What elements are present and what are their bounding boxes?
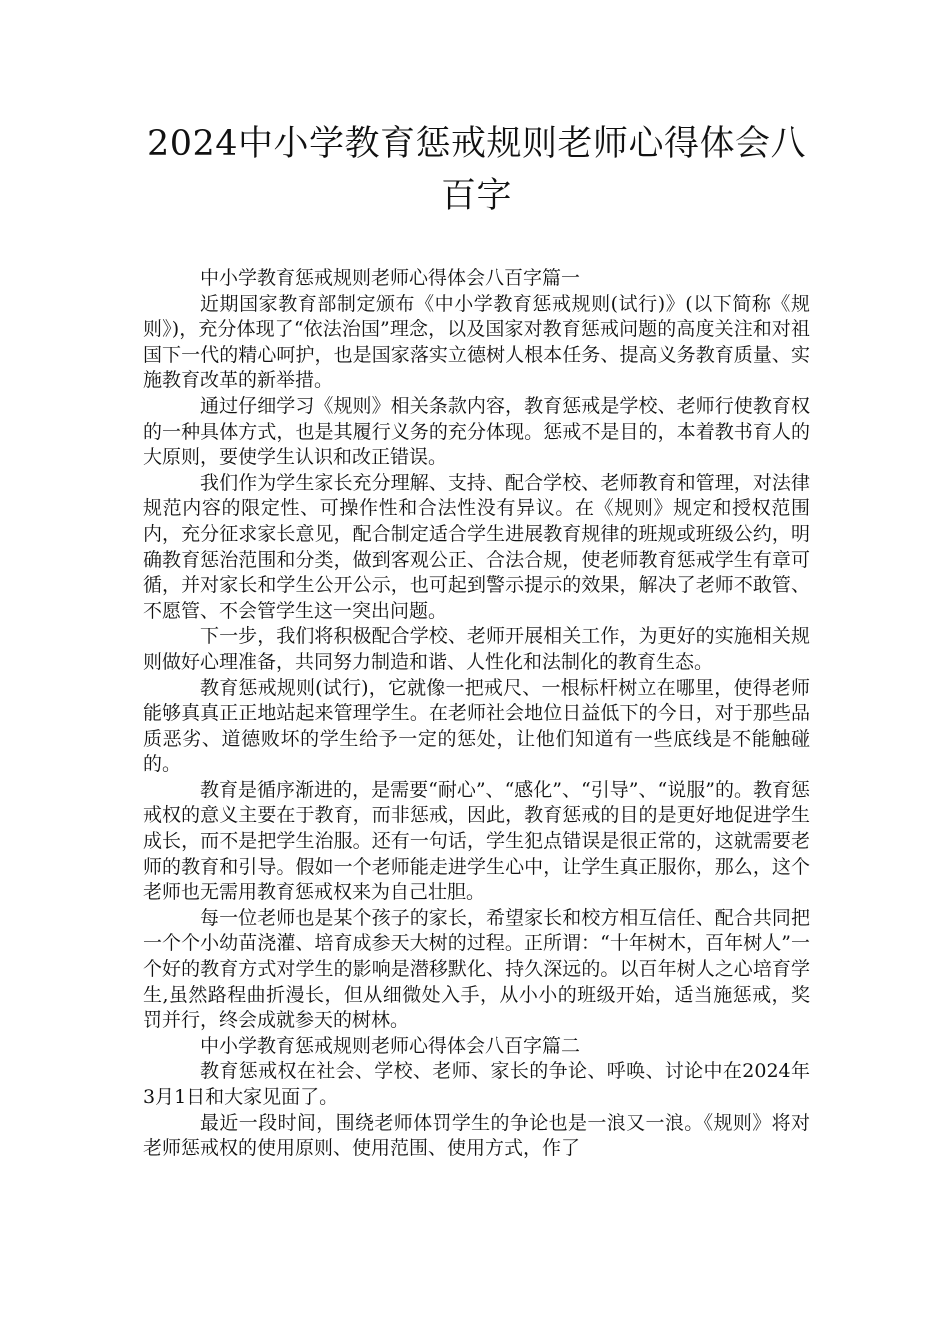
body-paragraph: 近期国家教育部制定颁布《中小学教育惩戒规则(试行)》(以下简称《规则》)，充分体现了“依法治国”理念，以及国家对教育惩戒问题的高度关注和对祖国下一代的精心呵护，也是国家落实立德树人根本任务、提高义务教育质量、实施教育改革的新举措。 bbox=[143, 292, 810, 392]
body-paragraph: 教育惩戒权在社会、学校、老师、家长的争论、呼唤、讨论中在2024年3月1日和大家见面了。 bbox=[143, 1060, 810, 1108]
body-paragraph: 教育是循序渐进的，是需要“耐心”、“感化”、“引导”、“说服”的。教育惩戒权的意义主要在于教育，而非惩戒，因此，教育惩戒的目的是更好地促进学生成长，而不是把学生治服。还有一句话，学生犯点错误是很正常的，这就需要老师的教育和引导。假如一个老师能走进学生心中，让学生真正服你，那么，这个老师也无需用教育惩戒权来为自己壮胆。 bbox=[143, 778, 810, 904]
body-paragraph: 每一位老师也是某个孩子的家长，希望家长和校方相互信任、配合共同把一个个小幼苗浇灌、培育成参天大树的过程。正所谓：“十年树木，百年树人”一个好的教育方式对学生的影响是潜移默化、持久深远的。以百年树人之心培育学生,虽然路程曲折漫长，但从细微处入手，从小小的班级开始，适当施惩戒，奖罚并行，终会成就参天的树林。 bbox=[143, 906, 810, 1032]
body-paragraph: 我们作为学生家长充分理解、支持、配合学校、老师教育和管理，对法律规范内容的限定性、可操作性和合法性没有异议。在《规则》规定和授权范围内，充分征求家长意见，配合制定适合学生进展教育规律的班规或班级公约，明确教育惩治范围和分类，做到客观公正、合法合规，使老师教育惩戒学生有章可循，并对家长和学生公开公示，也可起到警示提示的效果，解决了老师不敢管、不愿管、不会管学生这一突出问题。 bbox=[143, 471, 810, 622]
body-paragraph: 下一步，我们将积极配合学校、老师开展相关工作，为更好的实施相关规则做好心理准备，共同努力制造和谐、人性化和法制化的教育生态。 bbox=[143, 625, 810, 673]
section-heading: 中小学教育惩戒规则老师心得体会八百字篇二 bbox=[200, 1034, 581, 1057]
body-paragraph: 通过仔细学习《规则》相关条款内容，教育惩戒是学校、老师行使教育权的一种具体方式，也是其履行义务的充分体现。惩戒不是目的，本着教书育人的大原则，要使学生认识和改正错误。 bbox=[143, 394, 810, 469]
document-page bbox=[143, 118, 810, 1162]
body-paragraph: 教育惩戒规则(试行)，它就像一把戒尺、一根标杆树立在哪里，使得老师能够真真正正地站起来管理学生。在老师社会地位日益低下的今日，对于那些品质恶劣、道德败坏的学生给予一定的惩处，让他们知道有一些底线是不能触碰的。 bbox=[143, 676, 810, 776]
document-title: 2024中小学教育惩戒规则老师心得体会八百字 bbox=[146, 124, 807, 216]
section-heading: 中小学教育惩戒规则老师心得体会八百字篇一 bbox=[200, 267, 581, 289]
document-body bbox=[143, 266, 810, 1162]
body-paragraph: 最近一段时间，围绕老师体罚学生的争论也是一浪又一浪。《规则》将对老师惩戒权的使用原则、使用范围、使用方式，作了 bbox=[143, 1111, 810, 1160]
